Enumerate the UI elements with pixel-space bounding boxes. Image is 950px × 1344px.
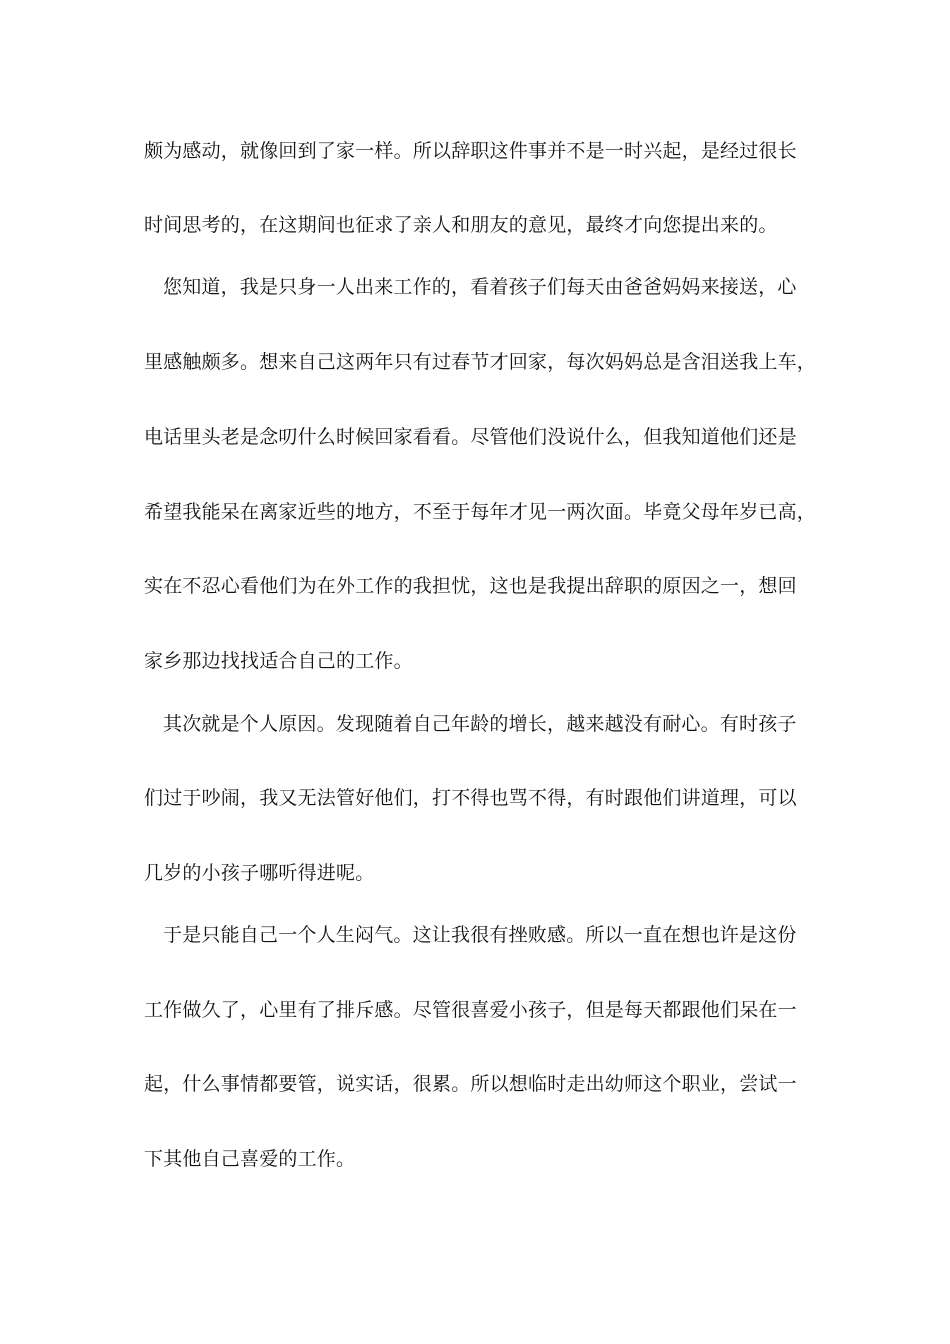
text-line: 时间思考的，在这期间也征求了亲人和朋友的意见，最终才向您提出来的。 <box>144 214 778 236</box>
text-line: 几岁的小孩子哪听得进呢。 <box>144 862 375 884</box>
text-line: 电话里头老是念叨什么时候回家看看。尽管他们没说什么，但我知道他们还是 <box>144 426 797 448</box>
text-line: 起，什么事情都要管，说实话，很累。所以想临时走出幼师这个职业，尝试一 <box>144 1073 797 1095</box>
text-line: 实在不忍心看他们为在外工作的我担忧，这也是我提出辞职的原因之一，想回 <box>144 575 797 597</box>
text-line: 希望我能呆在离家近些的地方，不至于每年才见一两次面。毕竟父母年岁已高， <box>144 501 817 523</box>
text-line: 家乡那边找找适合自己的工作。 <box>144 650 413 672</box>
text-line: 里感触颇多。想来自己这两年只有过春节才回家，每次妈妈总是含泪送我上车， <box>144 351 817 373</box>
text-line: 们过于吵闹，我又无法管好他们，打不得也骂不得，有时跟他们讲道理，可以 <box>144 787 797 809</box>
text-line: 颇为感动，就像回到了家一样。所以辞职这件事并不是一时兴起，是经过很长 <box>144 140 797 162</box>
text-line: 工作做久了，心里有了排斥感。尽管很喜爱小孩子，但是每天都跟他们呆在一 <box>144 999 797 1021</box>
text-line: 下其他自己喜爱的工作。 <box>144 1148 356 1170</box>
paragraph-start-line: 您知道，我是只身一人出来工作的，看着孩子们每天由爸爸妈妈来接送，心 <box>163 276 797 298</box>
paragraph-start-line: 其次就是个人原因。发现随着自己年龄的增长，越来越没有耐心。有时孩子 <box>163 713 797 735</box>
paragraph-start-line: 于是只能自己一个人生闷气。这让我很有挫败感。所以一直在想也许是这份 <box>163 924 797 946</box>
